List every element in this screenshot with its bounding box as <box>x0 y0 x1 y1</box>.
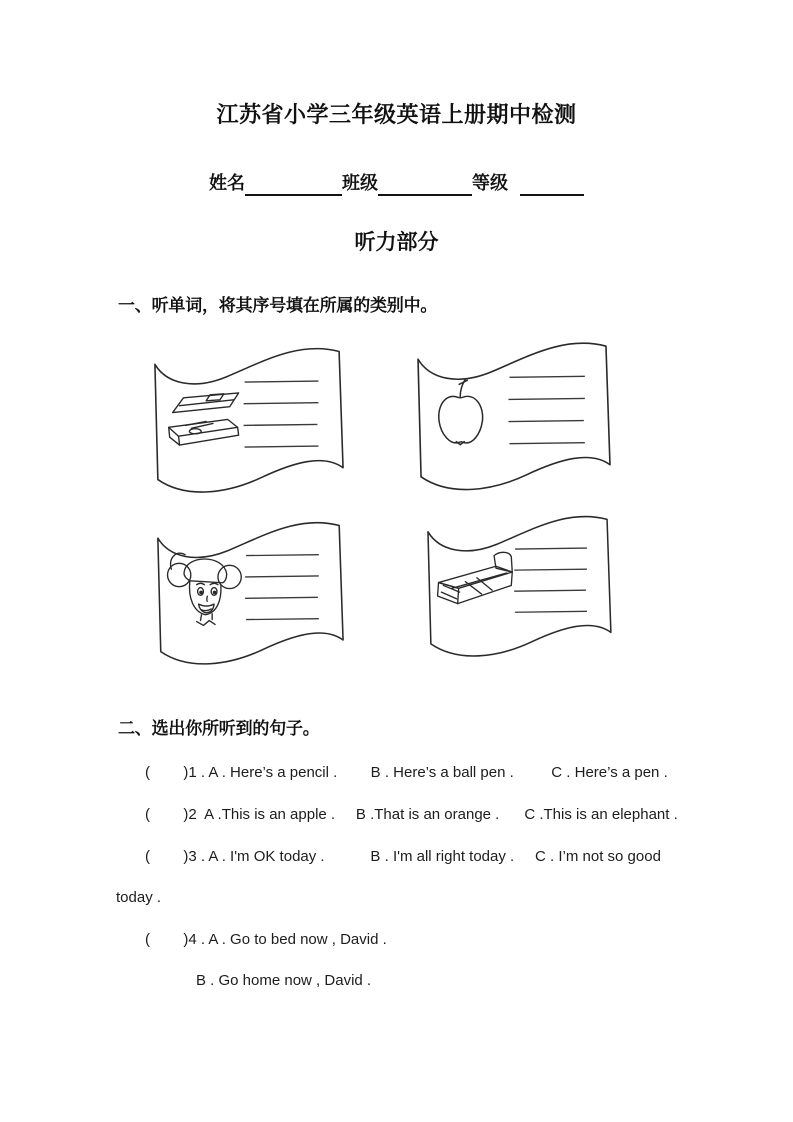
category-banner-fruit <box>412 329 613 499</box>
answer-blank-lines <box>514 548 587 612</box>
class-label: 班级 <box>342 173 378 193</box>
bed-image <box>438 552 513 603</box>
banner-outline <box>155 349 343 492</box>
wavy-banner <box>149 511 349 671</box>
section1-heading: 一、听单词，将其序号填在所属的类别中。 <box>118 296 438 315</box>
category-banner-furniture <box>412 505 624 663</box>
category-banner-people <box>149 511 349 671</box>
class-blank <box>378 168 472 196</box>
question-3: ( )3 . A . I'm OK today . B . I'm all right today . C . I’m not so good <box>145 848 661 865</box>
banner-outline <box>158 523 343 664</box>
name-blank <box>245 168 342 196</box>
section2-heading: 二、选出你所听到的句子。 <box>118 719 320 738</box>
wavy-banner <box>412 329 613 499</box>
question-2: ( )2 A .This is an apple . B .That is an orange . C .This is an elephant . <box>145 806 678 823</box>
page-title: 江苏省小学三年级英语上册期中检测 <box>216 102 577 127</box>
listening-part-heading: 听力部分 <box>354 231 439 254</box>
student-info-row <box>209 164 584 196</box>
grade-blank <box>520 168 584 196</box>
category-banner-stationery <box>149 333 346 503</box>
wavy-banner <box>412 505 624 663</box>
grade-label: 等级 <box>472 173 508 193</box>
banner-outline <box>418 343 610 489</box>
question-4: ( )4 . A . Go to bed now , David . <box>145 931 387 948</box>
answer-blank-lines <box>508 376 584 443</box>
apple-image <box>439 379 483 444</box>
name-label: 姓名 <box>209 173 245 193</box>
wavy-banner <box>149 333 346 503</box>
pencil-case-image <box>169 393 239 445</box>
question-3-continuation: today . <box>116 889 162 906</box>
answer-blank-lines <box>244 381 319 447</box>
question-1: ( )1 . A . Here’s a pencil . B . Here’s a ball pen . C . Here’s a pen . <box>145 764 668 781</box>
question-4-option-b: B . Go home now , David . <box>196 972 372 989</box>
banner-outline <box>428 517 611 656</box>
girl-face-image <box>168 553 242 625</box>
answer-blank-lines <box>245 555 319 620</box>
